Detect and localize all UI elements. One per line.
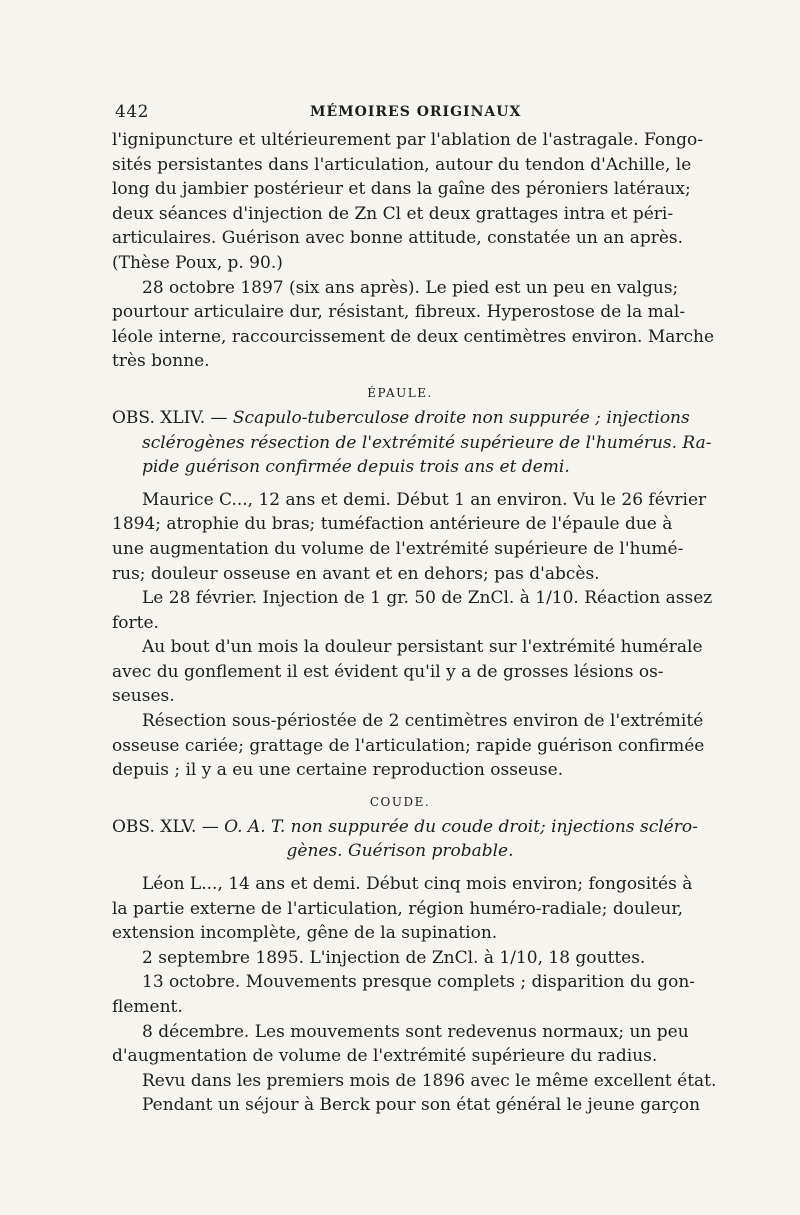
text-line: léole interne, raccourcissement de deux centimètres environ. Marche: [112, 326, 715, 347]
observation-label: OBS. XLIV. —: [112, 407, 228, 428]
section-title-epaule: ÉPAULE.: [367, 385, 433, 400]
observation-heading-44: [112, 406, 712, 480]
text-line: une augmentation du volume de l'extrémité supérieure de l'humé-: [112, 538, 684, 559]
text-line: Léon L..., 14 ans et demi. Début cinq mois environ; fongosités à: [142, 874, 693, 895]
text-line: flement.: [112, 997, 183, 1017]
text-line: 13 octobre. Mouvements presque complets ; disparition du gon-: [142, 972, 696, 993]
text-line: 8 décembre. Les mouvements sont redevenus normaux; un peu: [142, 1021, 689, 1042]
text-line: forte.: [112, 612, 159, 633]
observation-heading-45: [112, 815, 698, 864]
observation-body-44: [112, 488, 713, 783]
text-line: Résection sous-périostée de 2 centimètres environ de l'extrémité: [142, 711, 704, 732]
intro-paragraph: [112, 128, 703, 276]
page-number: 442: [115, 102, 149, 122]
text-line: deux séances d'injection de Zn Cl et deux grattages intra et péri-: [112, 203, 674, 224]
text-line: la partie externe de l'articulation, région huméro-radiale; douleur,: [112, 898, 684, 919]
observation-title-line: Scapulo-tuberculose droite non suppurée ; injections: [232, 407, 690, 428]
text-line: pourtour articulaire dur, résistant, fibreux. Hyperostose de la mal-: [112, 302, 686, 323]
text-line: 1894; atrophie du bras; tuméfaction antérieure de l'épaule due à: [112, 514, 673, 535]
observation-title-line: O. A. T. non suppurée du coude droit; injections scléro-: [224, 816, 698, 837]
text-line: très bonne.: [112, 351, 210, 372]
text-line: 28 octobre 1897 (six ans après). Le pied est un peu en valgus;: [142, 277, 679, 298]
page-header: [112, 98, 688, 128]
observation-title-line: gènes. Guérison probable.: [286, 841, 514, 862]
observation-label: OBS. XLV. —: [112, 816, 219, 837]
text-line: extension incomplète, gêne de la supination.: [112, 923, 498, 944]
text-line: long du jambier postérieur et dans la gaîne des péroniers latéraux;: [112, 179, 691, 200]
text-line: depuis ; il y a eu une certaine reproduction osseuse.: [112, 760, 564, 781]
text-line: l'ignipuncture et ultérieurement par l'ablation de l'astragale. Fongo-: [112, 130, 703, 150]
observation-title-line: pide guérison confirmée depuis trois ans et demi.: [142, 457, 570, 478]
running-head: MÉMOIRES ORIGINAUX: [310, 104, 522, 120]
observation-title-line: sclérogènes résection de l'extrémité supérieure de l'humérus. Ra-: [142, 432, 712, 453]
text-line: d'augmentation de volume de l'extrémité supérieure du radius.: [112, 1046, 658, 1067]
text-line: Le 28 février. Injection de 1 gr. 50 de ZnCl. à 1/10. Réaction assez: [142, 588, 713, 609]
text-line: 2 septembre 1895. L'injection de ZnCl. à 1/10, 18 gouttes.: [142, 947, 646, 968]
followup-paragraph: [112, 276, 715, 374]
text-line: rus; douleur osseuse en avant et en dehors; pas d'abcès.: [112, 563, 600, 584]
text-line: Au bout d'un mois la douleur persistant sur l'extrémité humérale: [142, 637, 703, 658]
text-line: Revu dans les premiers mois de 1896 avec le même excellent état.: [142, 1070, 717, 1091]
text-line: articulaires. Guérison avec bonne attitude, constatée un an après.: [112, 228, 684, 249]
text-line: avec du gonflement il est évident qu'il y a de grosses lésions os-: [112, 661, 664, 682]
text-line: osseuse cariée; grattage de l'articulation; rapide guérison confirmée: [112, 735, 705, 756]
section-title-coude: COUDE.: [369, 794, 431, 809]
text-line: Maurice C..., 12 ans et demi. Début 1 an environ. Vu le 26 février: [142, 489, 707, 510]
text-line: (Thèse Poux, p. 90.): [112, 252, 283, 273]
text-line: seuses.: [112, 686, 175, 707]
observation-body-45: [112, 872, 717, 1118]
text-line: Pendant un séjour à Berck pour son état général le jeune garçon: [142, 1095, 701, 1116]
text-line: sités persistantes dans l'articulation, autour du tendon d'Achille, le: [112, 154, 692, 175]
